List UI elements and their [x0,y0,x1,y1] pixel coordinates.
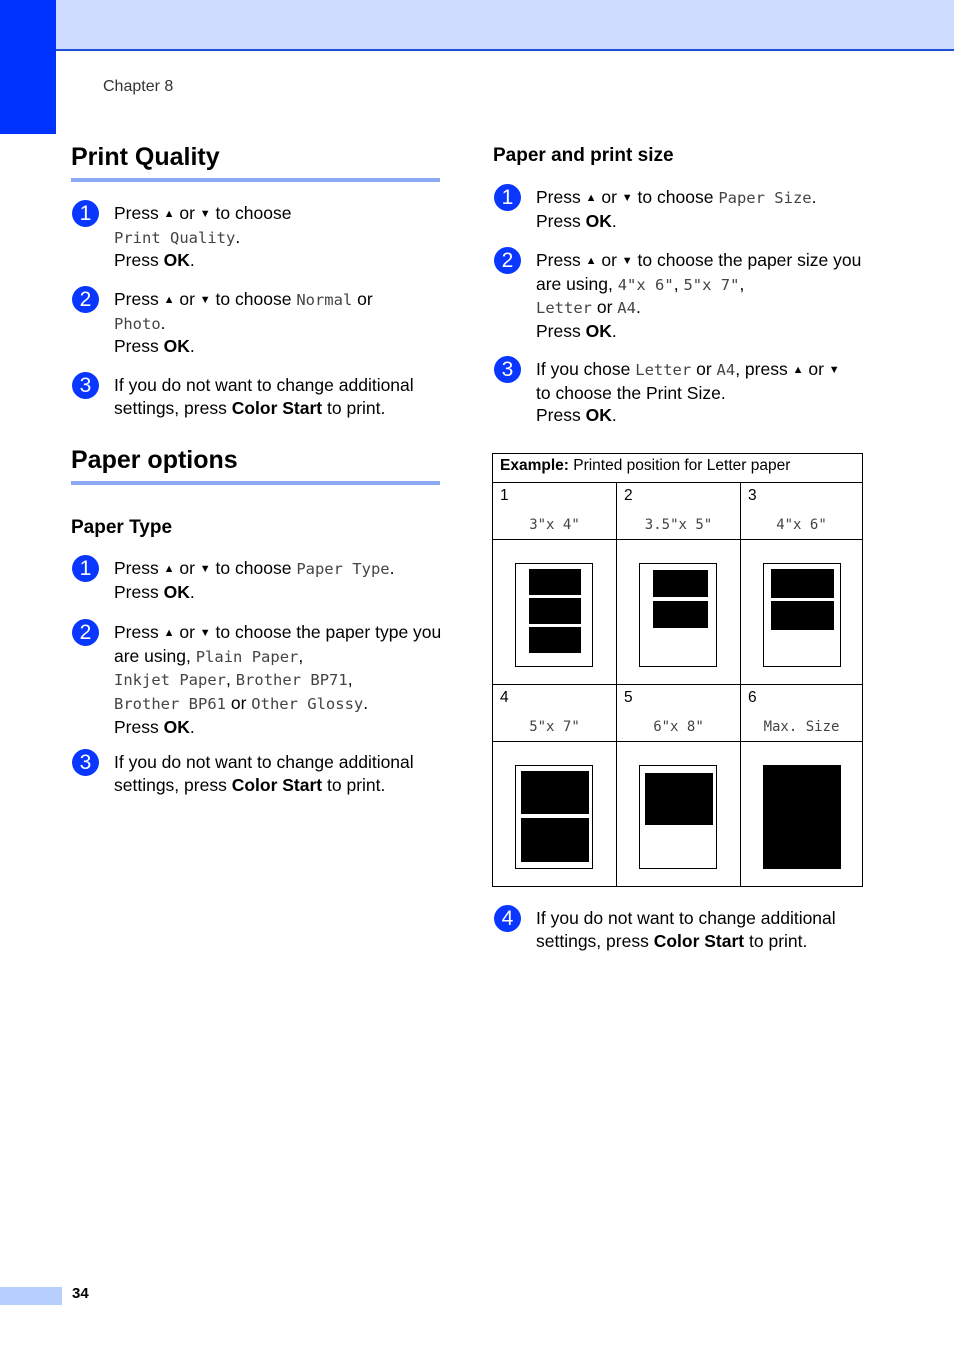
layout-diagram-3x4 [493,540,617,685]
up-arrow-icon: ▲ [792,364,804,376]
up-arrow-icon: ▲ [163,294,175,306]
chapter-tab [0,0,56,134]
down-arrow-icon: ▼ [199,208,211,220]
paper-sheet-icon [763,563,841,667]
paper-type-title: Paper Type [71,517,173,538]
example-cell-label: 1 3"x 4" [493,483,617,540]
print-position-example-table [492,453,863,887]
layout-diagram-6x8 [617,742,741,887]
step-number: 3 [72,749,99,776]
down-arrow-icon: ▼ [621,255,633,267]
layout-diagram-3-5x5 [617,540,741,685]
example-cell-label: 5 6"x 8" [617,685,741,742]
step-number: 3 [72,372,99,399]
layout-diagram-5x7 [493,742,617,887]
layout-diagram-max-size [741,742,863,887]
up-arrow-icon: ▲ [585,255,597,267]
down-arrow-icon: ▼ [621,192,633,204]
step-number: 3 [494,356,521,383]
example-cell-label: 2 3.5"x 5" [617,483,741,540]
header-band [0,0,954,51]
step-number: 2 [72,619,99,646]
title-rule [71,481,440,485]
paper-sheet-icon [515,563,593,667]
up-arrow-icon: ▲ [585,192,597,204]
step-number: 2 [494,247,521,274]
down-arrow-icon: ▼ [199,563,211,575]
example-cell-label: 4 5"x 7" [493,685,617,742]
step-number: 1 [72,200,99,227]
step-number: 1 [72,555,99,582]
print-quality-title: Print Quality [71,143,220,171]
footer-band [0,1287,62,1305]
paper-sheet-icon [639,563,717,667]
layout-diagram-4x6 [741,540,863,685]
chapter-label: Chapter 8 [103,78,174,95]
paper-sheet-icon [639,765,717,869]
paper-options-title: Paper options [71,446,238,474]
step-number: 1 [494,184,521,211]
up-arrow-icon: ▲ [163,208,175,220]
paper-sheet-icon [515,765,593,869]
page-number: 34 [72,1285,89,1302]
example-cell-label: 6 Max. Size [741,685,863,742]
up-arrow-icon: ▲ [163,627,175,639]
paper-print-size-title: Paper and print size [493,145,674,166]
example-cell-label: 3 4"x 6" [741,483,863,540]
step-number: 4 [494,905,521,932]
up-arrow-icon: ▲ [163,563,175,575]
title-rule [71,178,440,182]
down-arrow-icon: ▼ [828,364,840,376]
down-arrow-icon: ▼ [199,294,211,306]
paper-sheet-icon [763,765,841,869]
step-number: 2 [72,286,99,313]
example-caption: Example: Printed position for Letter paper [493,454,863,483]
down-arrow-icon: ▼ [199,627,211,639]
